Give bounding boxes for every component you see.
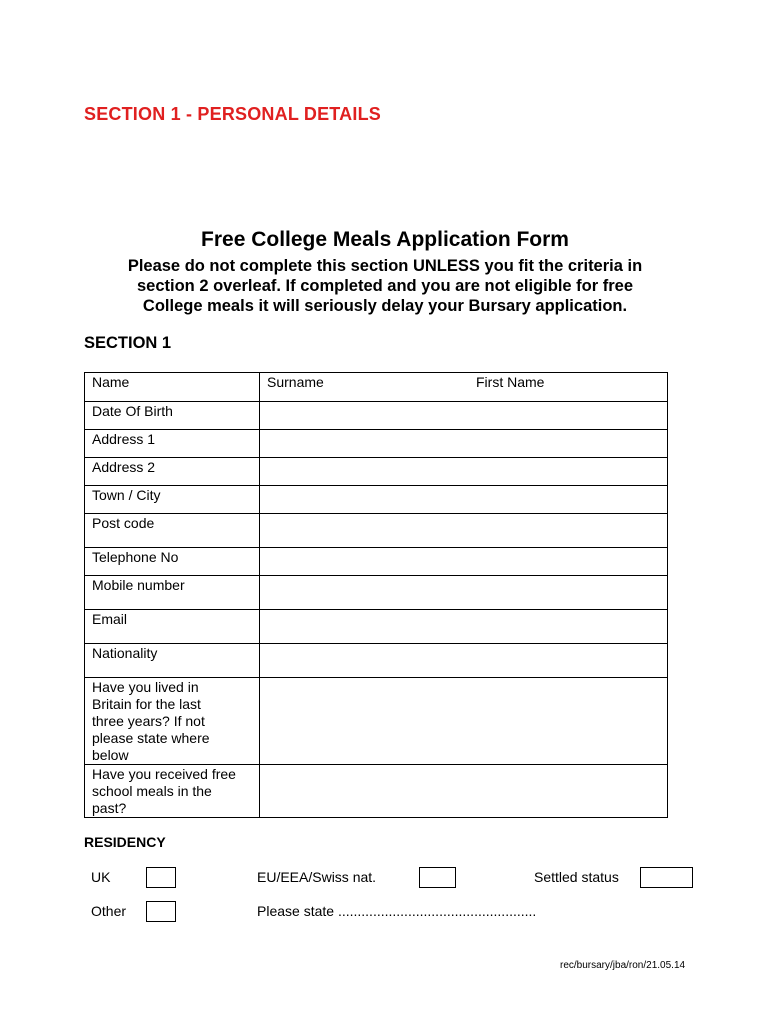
form-title: Free College Meals Application Form [201, 228, 569, 251]
postcode-field[interactable] [260, 514, 668, 548]
settled-status-option-label: Settled status [534, 869, 619, 885]
table-row [85, 373, 668, 402]
please-state-field[interactable]: Please state ................................................... [257, 903, 537, 919]
town-city-label: Town / City [85, 486, 260, 514]
notice-line: College meals it will seriously delay your Bursary application. [142, 297, 628, 315]
town-city-field[interactable] [260, 486, 668, 514]
lived-in-britain-field[interactable] [260, 678, 668, 765]
residency-heading: RESIDENCY [84, 834, 166, 850]
name-field[interactable] [260, 373, 668, 402]
eu-option-label: EU/EEA/Swiss nat. [257, 869, 377, 885]
uk-checkbox[interactable] [146, 867, 176, 888]
table-row [85, 486, 668, 514]
nationality-field[interactable] [260, 644, 668, 678]
table-row [85, 678, 668, 765]
table-row [85, 430, 668, 458]
table-row [85, 402, 668, 430]
name-label: Name [85, 373, 260, 402]
eligibility-notice [90, 256, 680, 316]
eu-checkbox[interactable] [419, 867, 456, 888]
address2-label: Address 2 [85, 458, 260, 486]
label-line: school meals in the [92, 783, 212, 799]
label-line: below [92, 747, 129, 763]
notice-line: section 2 overleaf. If completed and you are not eligible for free [136, 277, 634, 295]
address1-label: Address 1 [85, 430, 260, 458]
table-row [85, 644, 668, 678]
address2-field[interactable] [260, 458, 668, 486]
label-line: Have you lived in [92, 679, 199, 695]
dob-label: Date Of Birth [85, 402, 260, 430]
telephone-field[interactable] [260, 548, 668, 576]
label-line: please state where [92, 730, 210, 746]
email-field[interactable] [260, 610, 668, 644]
lived-in-britain-label [85, 678, 260, 765]
nationality-label: Nationality [85, 644, 260, 678]
other-option-label: Other [91, 903, 127, 919]
document-reference: rec/bursary/jba/ron/21.05.14 [560, 960, 686, 971]
free-school-meals-field[interactable] [260, 765, 668, 818]
surname-label: Surname [267, 374, 324, 390]
mobile-label: Mobile number [85, 576, 260, 610]
label-line: Have you received free [92, 766, 236, 782]
personal-details-table [84, 372, 668, 818]
table-row [85, 576, 668, 610]
label-line: past? [92, 800, 127, 816]
table-row [85, 610, 668, 644]
settled-status-checkbox[interactable] [640, 867, 693, 888]
first-name-label: First Name [476, 374, 545, 390]
uk-option-label: UK [91, 869, 111, 885]
free-school-meals-label [85, 765, 260, 818]
dob-field[interactable] [260, 402, 668, 430]
postcode-label: Post code [85, 514, 260, 548]
table-row [85, 514, 668, 548]
notice-line: Please do not complete this section UNLESS you fit the criteria in [127, 257, 643, 275]
section-label: SECTION 1 [84, 334, 172, 352]
label-line: three years? If not [92, 713, 205, 729]
email-label: Email [85, 610, 260, 644]
table-row [85, 765, 668, 818]
label-line: Britain for the last [92, 696, 201, 712]
table-row [85, 548, 668, 576]
other-checkbox[interactable] [146, 901, 176, 922]
section-heading: SECTION 1 - PERSONAL DETAILS [84, 104, 381, 124]
telephone-label: Telephone No [85, 548, 260, 576]
table-row [85, 458, 668, 486]
mobile-field[interactable] [260, 576, 668, 610]
address1-field[interactable] [260, 430, 668, 458]
